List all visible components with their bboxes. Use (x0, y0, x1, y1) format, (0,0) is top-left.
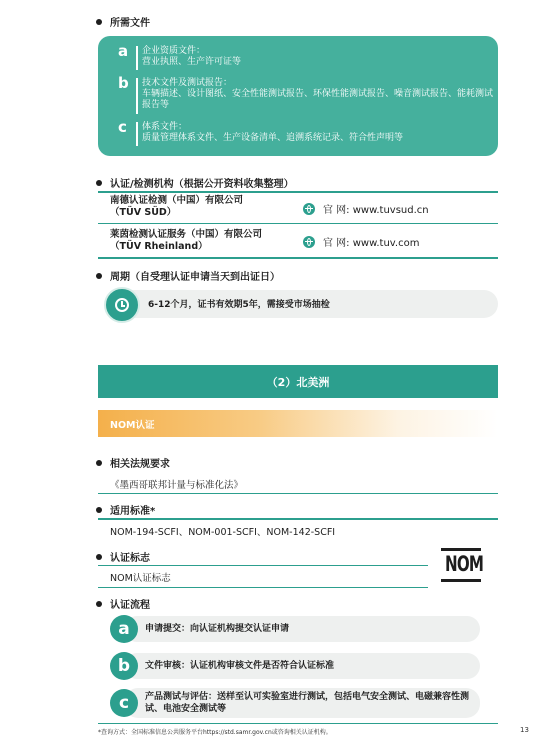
cert-body-name (110, 229, 262, 253)
process-step-text: 申请提交：向认证机构提交认证申请 (145, 624, 290, 634)
bullet-icon (96, 460, 102, 466)
section-title: （2）北美洲 (266, 375, 330, 389)
site-text[interactable]: 官 网: www.tuv.com (323, 238, 420, 249)
bullet-icon (96, 554, 102, 560)
bullet-icon (96, 19, 102, 25)
globe-icon (303, 236, 315, 248)
period-text: 6-12个月，证书有效期5年，需接受市场抽检 (148, 300, 330, 310)
doc-letter: a (118, 42, 129, 60)
globe-icon (303, 203, 315, 215)
step-letter-icon: a (110, 615, 138, 643)
cert-bodies-heading (96, 175, 294, 190)
page-number: 13 (520, 726, 529, 734)
process-step-text: 文件审核：认证机构审核文件是否符合认证标准 (145, 661, 335, 671)
heading-text: 认证/检测机构（根据公开资料收集整理） (110, 179, 294, 190)
standards-text: NOM-194-SCFI、NOM-001-SCFI、NOM-142-SCFI (110, 527, 336, 538)
divider (98, 587, 428, 588)
process-step-text: 产品测试与评估：送样至认可实验室进行测试，包括电气安全测试、电磁兼容性测试、电池安全测试等 (145, 692, 470, 714)
doc-body: 营业执照、生产许可证等 (142, 57, 242, 67)
divider (98, 257, 498, 259)
org-name-line: （TÜV Rheinland） (110, 241, 208, 252)
regulation-heading (96, 455, 170, 470)
bullet-icon (96, 507, 102, 513)
doc-letter: c (118, 118, 127, 136)
step-letter-icon: c (110, 689, 138, 717)
heading-text: 周期（自受理认证申请当天到出证日） (110, 272, 280, 283)
divider (136, 122, 138, 146)
mark-heading (96, 549, 150, 564)
divider (98, 223, 498, 224)
heading-text: 所需文件 (110, 18, 150, 29)
step-letter-icon: b (110, 652, 138, 680)
cert-body-site (303, 201, 429, 216)
nom-certification-bar (98, 410, 498, 437)
divider (136, 46, 138, 70)
doc-title: 企业资质文件： (142, 46, 206, 56)
process-heading (96, 596, 150, 611)
doc-body: 质量管理体系文件、生产设备清单、追溯系统记录、符合性声明等 (142, 133, 404, 143)
cert-body-name (110, 195, 243, 219)
period-heading (96, 268, 280, 283)
standards-heading (96, 502, 155, 517)
bullet-icon (96, 273, 102, 279)
org-name-line: 南德认证检测（中国）有限公司 (110, 195, 244, 206)
site-text[interactable]: 官 网: www.tuvsud.cn (323, 205, 429, 216)
divider (98, 565, 428, 566)
nom-logo-text: NOM (445, 552, 484, 576)
footnote: *查询方式：全国标准信息公共服务平台https://std.samr.gov.cn或咨询相关认证机构。 (98, 729, 332, 736)
nom-bar-title: NOM认证 (110, 420, 155, 431)
org-name-line: （TÜV SÜD） (110, 207, 177, 218)
doc-body: 车辆描述、设计图纸、安全性能测试报告、环保性能测试报告、噪音测试报告、能耗测试报告等 (142, 89, 494, 110)
divider (98, 723, 498, 724)
bullet-icon (96, 601, 102, 607)
doc-letter: b (118, 74, 129, 92)
divider (98, 191, 498, 193)
heading-text: 相关法规要求 (110, 459, 170, 470)
org-name-line: 莱茵检测认证服务（中国）有限公司 (110, 229, 263, 240)
doc-title: 技术文件及测试报告： (142, 78, 233, 88)
nom-logo (441, 548, 484, 582)
divider (98, 493, 498, 494)
heading-text: 适用标准* (110, 506, 156, 517)
required-docs-heading (96, 14, 150, 29)
divider (136, 78, 138, 114)
divider (98, 518, 498, 520)
cert-body-site (303, 234, 419, 249)
bullet-icon (96, 180, 102, 186)
heading-text: 认证流程 (110, 600, 150, 611)
section-banner (98, 365, 498, 398)
required-docs-box (98, 36, 498, 156)
doc-title: 体系文件： (142, 122, 188, 132)
clock-icon (104, 287, 140, 323)
mark-text: NOM认证标志 (110, 573, 171, 584)
regulation-text: 《墨西哥联邦计量与标准化法》 (110, 480, 244, 491)
heading-text: 认证标志 (110, 553, 150, 564)
